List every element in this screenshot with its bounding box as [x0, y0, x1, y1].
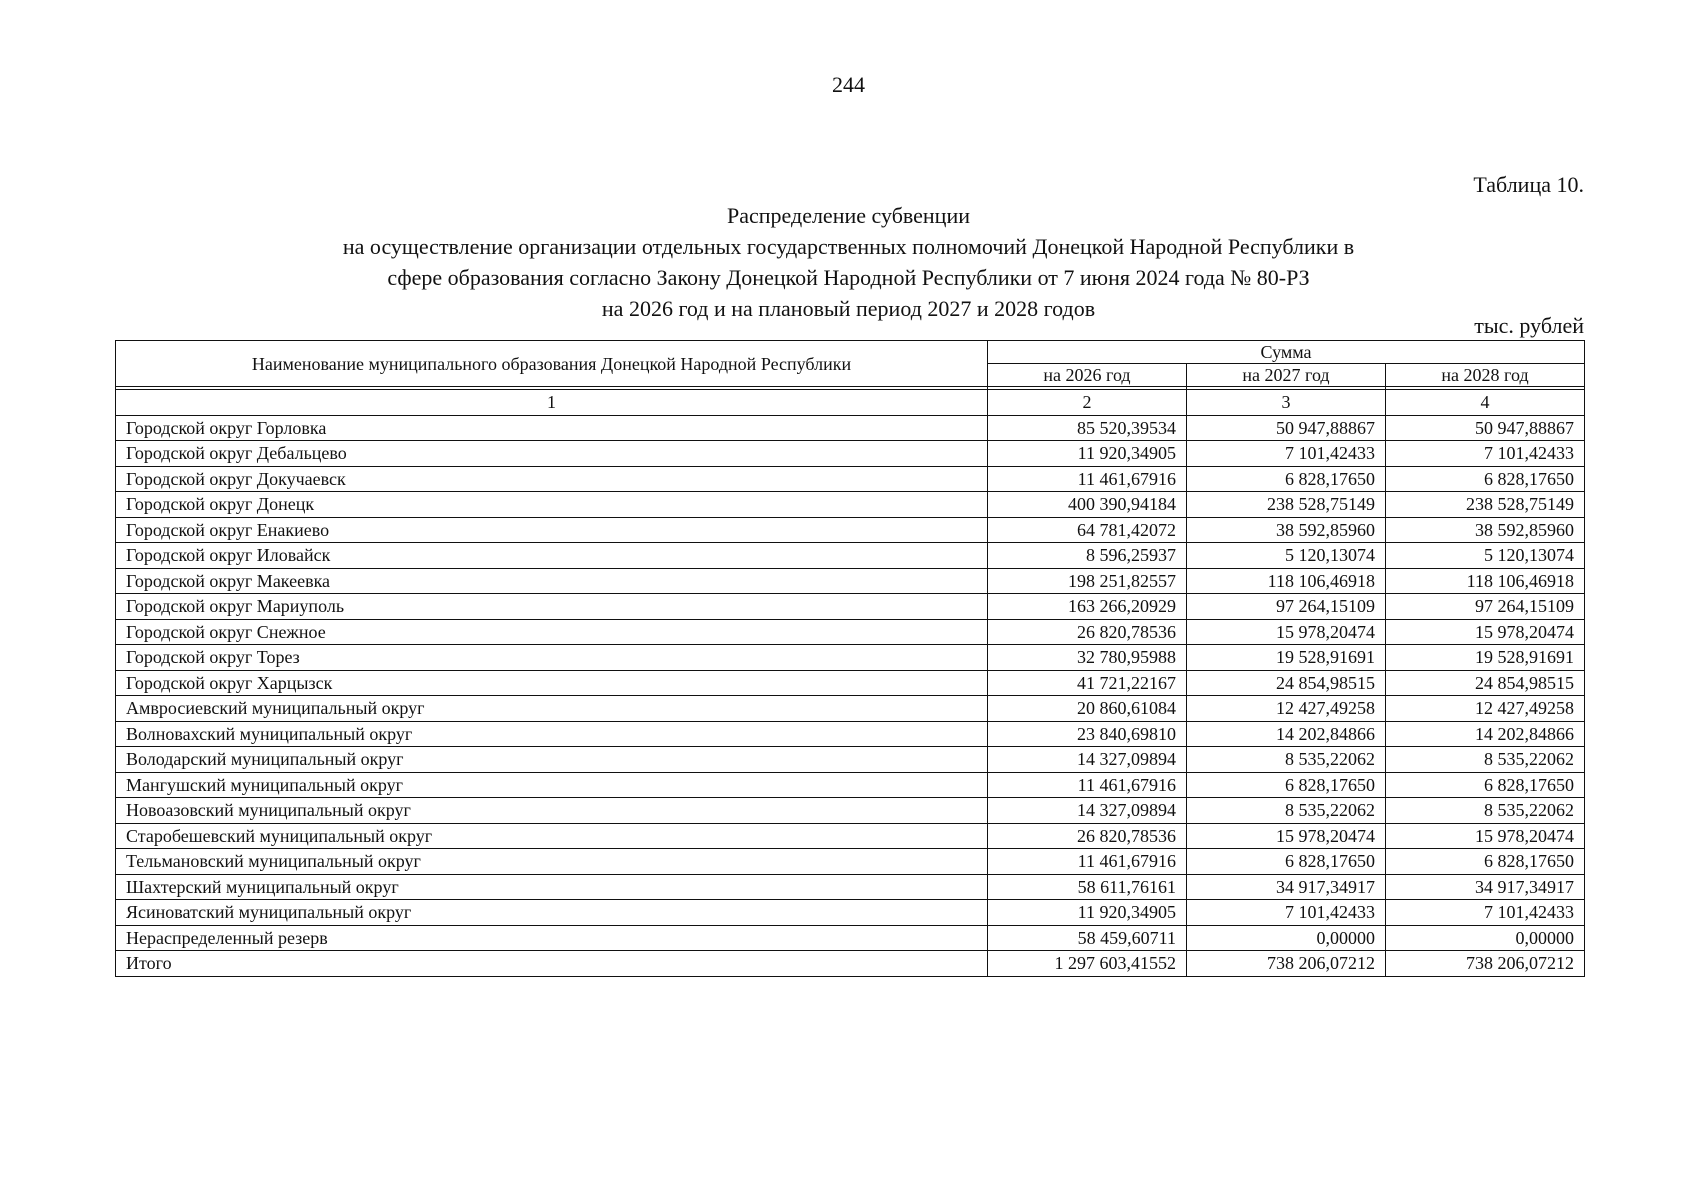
table-row: [116, 900, 1585, 926]
title-line-2: на осуществление организации отдельных государственных полномочий Донецкой Народной Республики в: [342, 234, 1355, 259]
amount-2026: 14 327,09894: [988, 747, 1187, 773]
table-row: [116, 721, 1585, 747]
amount-2027: 0,00000: [1187, 925, 1386, 951]
amount-2027: 12 427,49258: [1187, 696, 1386, 722]
amount-2026: 8 596,25937: [988, 543, 1187, 569]
amount-2027: 15 978,20474: [1187, 619, 1386, 645]
table-label: Таблица 10.: [1473, 172, 1584, 197]
table-row: [116, 849, 1585, 875]
amount-2028: 238 528,75149: [1386, 492, 1585, 518]
municipality-name: Мангушский муниципальный округ: [116, 772, 988, 798]
amount-2027: 6 828,17650: [1187, 849, 1386, 875]
amount-2027: 24 854,98515: [1187, 670, 1386, 696]
amount-2028: 7 101,42433: [1386, 441, 1585, 467]
table-row: [116, 798, 1585, 824]
municipality-name: Старобешевский муниципальный округ: [116, 823, 988, 849]
municipality-name: Ясиноватский муниципальный округ: [116, 900, 988, 926]
header-sum: Сумма: [988, 341, 1585, 364]
amount-2028: 738 206,07212: [1386, 951, 1585, 977]
header-year-2026: на 2026 год: [988, 364, 1187, 387]
table-body: [116, 415, 1585, 976]
table-row: [116, 925, 1585, 951]
table-row: [116, 543, 1585, 569]
amount-2027: 14 202,84866: [1187, 721, 1386, 747]
amount-2028: 7 101,42433: [1386, 900, 1585, 926]
municipality-name: Городской округ Мариуполь: [116, 594, 988, 620]
table-row: [116, 568, 1585, 594]
header-year-2027: на 2027 год: [1187, 364, 1386, 387]
amount-2028: 34 917,34917: [1386, 874, 1585, 900]
column-number: 2: [988, 390, 1187, 416]
table-row: [116, 619, 1585, 645]
municipality-name: Володарский муниципальный округ: [116, 747, 988, 773]
table-row: [116, 670, 1585, 696]
units-label: тыс. рублей: [1474, 313, 1584, 338]
amount-2027: 5 120,13074: [1187, 543, 1386, 569]
amount-2026: 26 820,78536: [988, 823, 1187, 849]
table-row: [116, 747, 1585, 773]
column-number: 3: [1187, 390, 1386, 416]
amount-2028: 6 828,17650: [1386, 466, 1585, 492]
amount-2026: 1 297 603,41552: [988, 951, 1187, 977]
amount-2028: 24 854,98515: [1386, 670, 1585, 696]
amount-2028: 15 978,20474: [1386, 823, 1585, 849]
municipality-name: Городской округ Дебальцево: [116, 441, 988, 467]
table-row: [116, 517, 1585, 543]
table-row: [116, 823, 1585, 849]
municipality-name: Городской округ Горловка: [116, 415, 988, 441]
header-municipality: Наименование муниципального образования Донецкой Народной Республики: [116, 341, 988, 387]
amount-2026: 11 461,67916: [988, 466, 1187, 492]
municipality-name: Амвросиевский муниципальный округ: [116, 696, 988, 722]
amount-2027: 238 528,75149: [1187, 492, 1386, 518]
title-line-1: Распределение субвенции: [726, 203, 971, 228]
amount-2026: 23 840,69810: [988, 721, 1187, 747]
document-title: [0, 200, 1697, 324]
amount-2028: 15 978,20474: [1386, 619, 1585, 645]
amount-2028: 14 202,84866: [1386, 721, 1585, 747]
amount-2028: 8 535,22062: [1386, 798, 1585, 824]
amount-2026: 198 251,82557: [988, 568, 1187, 594]
amount-2026: 64 781,42072: [988, 517, 1187, 543]
amount-2027: 19 528,91691: [1187, 645, 1386, 671]
amount-2028: 12 427,49258: [1386, 696, 1585, 722]
amount-2028: 0,00000: [1386, 925, 1585, 951]
amount-2027: 6 828,17650: [1187, 772, 1386, 798]
municipality-name: Тельмановский муниципальный округ: [116, 849, 988, 875]
municipality-name: Итого: [116, 951, 988, 977]
amount-2027: 97 264,15109: [1187, 594, 1386, 620]
municipality-name: Городской округ Снежное: [116, 619, 988, 645]
page-number: 244: [832, 72, 865, 97]
municipality-name: Городской округ Торез: [116, 645, 988, 671]
amount-2027: 38 592,85960: [1187, 517, 1386, 543]
municipality-name: Новоазовский муниципальный округ: [116, 798, 988, 824]
table-row: [116, 696, 1585, 722]
amount-2028: 38 592,85960: [1386, 517, 1585, 543]
municipality-name: Городской округ Макеевка: [116, 568, 988, 594]
amount-2028: 5 120,13074: [1386, 543, 1585, 569]
table-row: [116, 874, 1585, 900]
municipality-name: Городской округ Енакиево: [116, 517, 988, 543]
amount-2027: 7 101,42433: [1187, 441, 1386, 467]
municipality-name: Шахтерский муниципальный округ: [116, 874, 988, 900]
amount-2027: 15 978,20474: [1187, 823, 1386, 849]
amount-2028: 8 535,22062: [1386, 747, 1585, 773]
amount-2027: 34 917,34917: [1187, 874, 1386, 900]
header-year-2028: на 2028 год: [1386, 364, 1585, 387]
amount-2028: 6 828,17650: [1386, 849, 1585, 875]
table-row: [116, 772, 1585, 798]
amount-2026: 20 860,61084: [988, 696, 1187, 722]
table-row: [116, 415, 1585, 441]
table-row: [116, 492, 1585, 518]
amount-2026: 11 920,34905: [988, 441, 1187, 467]
distribution-table: [115, 340, 1585, 977]
amount-2027: 8 535,22062: [1187, 798, 1386, 824]
amount-2026: 26 820,78536: [988, 619, 1187, 645]
amount-2028: 6 828,17650: [1386, 772, 1585, 798]
amount-2028: 97 264,15109: [1386, 594, 1585, 620]
amount-2026: 58 611,76161: [988, 874, 1187, 900]
table-header: [116, 341, 1585, 416]
amount-2027: 8 535,22062: [1187, 747, 1386, 773]
table-row: [116, 645, 1585, 671]
table-row: [116, 594, 1585, 620]
municipality-name: Волновахский муниципальный округ: [116, 721, 988, 747]
municipality-name: Нераспределенный резерв: [116, 925, 988, 951]
amount-2026: 32 780,95988: [988, 645, 1187, 671]
amount-2026: 163 266,20929: [988, 594, 1187, 620]
column-number: 1: [116, 390, 988, 416]
table-row: [116, 441, 1585, 467]
amount-2026: 41 721,22167: [988, 670, 1187, 696]
amount-2027: 50 947,88867: [1187, 415, 1386, 441]
amount-2028: 50 947,88867: [1386, 415, 1585, 441]
amount-2028: 118 106,46918: [1386, 568, 1585, 594]
amount-2026: 58 459,60711: [988, 925, 1187, 951]
title-line-4: на 2026 год и на плановый период 2027 и 2028 годов: [601, 296, 1096, 321]
amount-2026: 85 520,39534: [988, 415, 1187, 441]
amount-2027: 118 106,46918: [1187, 568, 1386, 594]
municipality-name: Городской округ Донецк: [116, 492, 988, 518]
table-row: [116, 951, 1585, 977]
municipality-name: Городской округ Харцызск: [116, 670, 988, 696]
municipality-name: Городской округ Иловайск: [116, 543, 988, 569]
amount-2027: 7 101,42433: [1187, 900, 1386, 926]
amount-2027: 738 206,07212: [1187, 951, 1386, 977]
amount-2026: 400 390,94184: [988, 492, 1187, 518]
column-number: 4: [1386, 390, 1585, 416]
table-row: [116, 466, 1585, 492]
column-number-row: [116, 390, 1585, 416]
amount-2026: 11 461,67916: [988, 849, 1187, 875]
title-line-3: сфере образования согласно Закону Донецкой Народной Республики от 7 июня 2024 года № 80-РЗ: [387, 265, 1310, 290]
amount-2027: 6 828,17650: [1187, 466, 1386, 492]
amount-2026: 11 920,34905: [988, 900, 1187, 926]
amount-2028: 19 528,91691: [1386, 645, 1585, 671]
municipality-name: Городской округ Докучаевск: [116, 466, 988, 492]
amount-2026: 11 461,67916: [988, 772, 1187, 798]
amount-2026: 14 327,09894: [988, 798, 1187, 824]
